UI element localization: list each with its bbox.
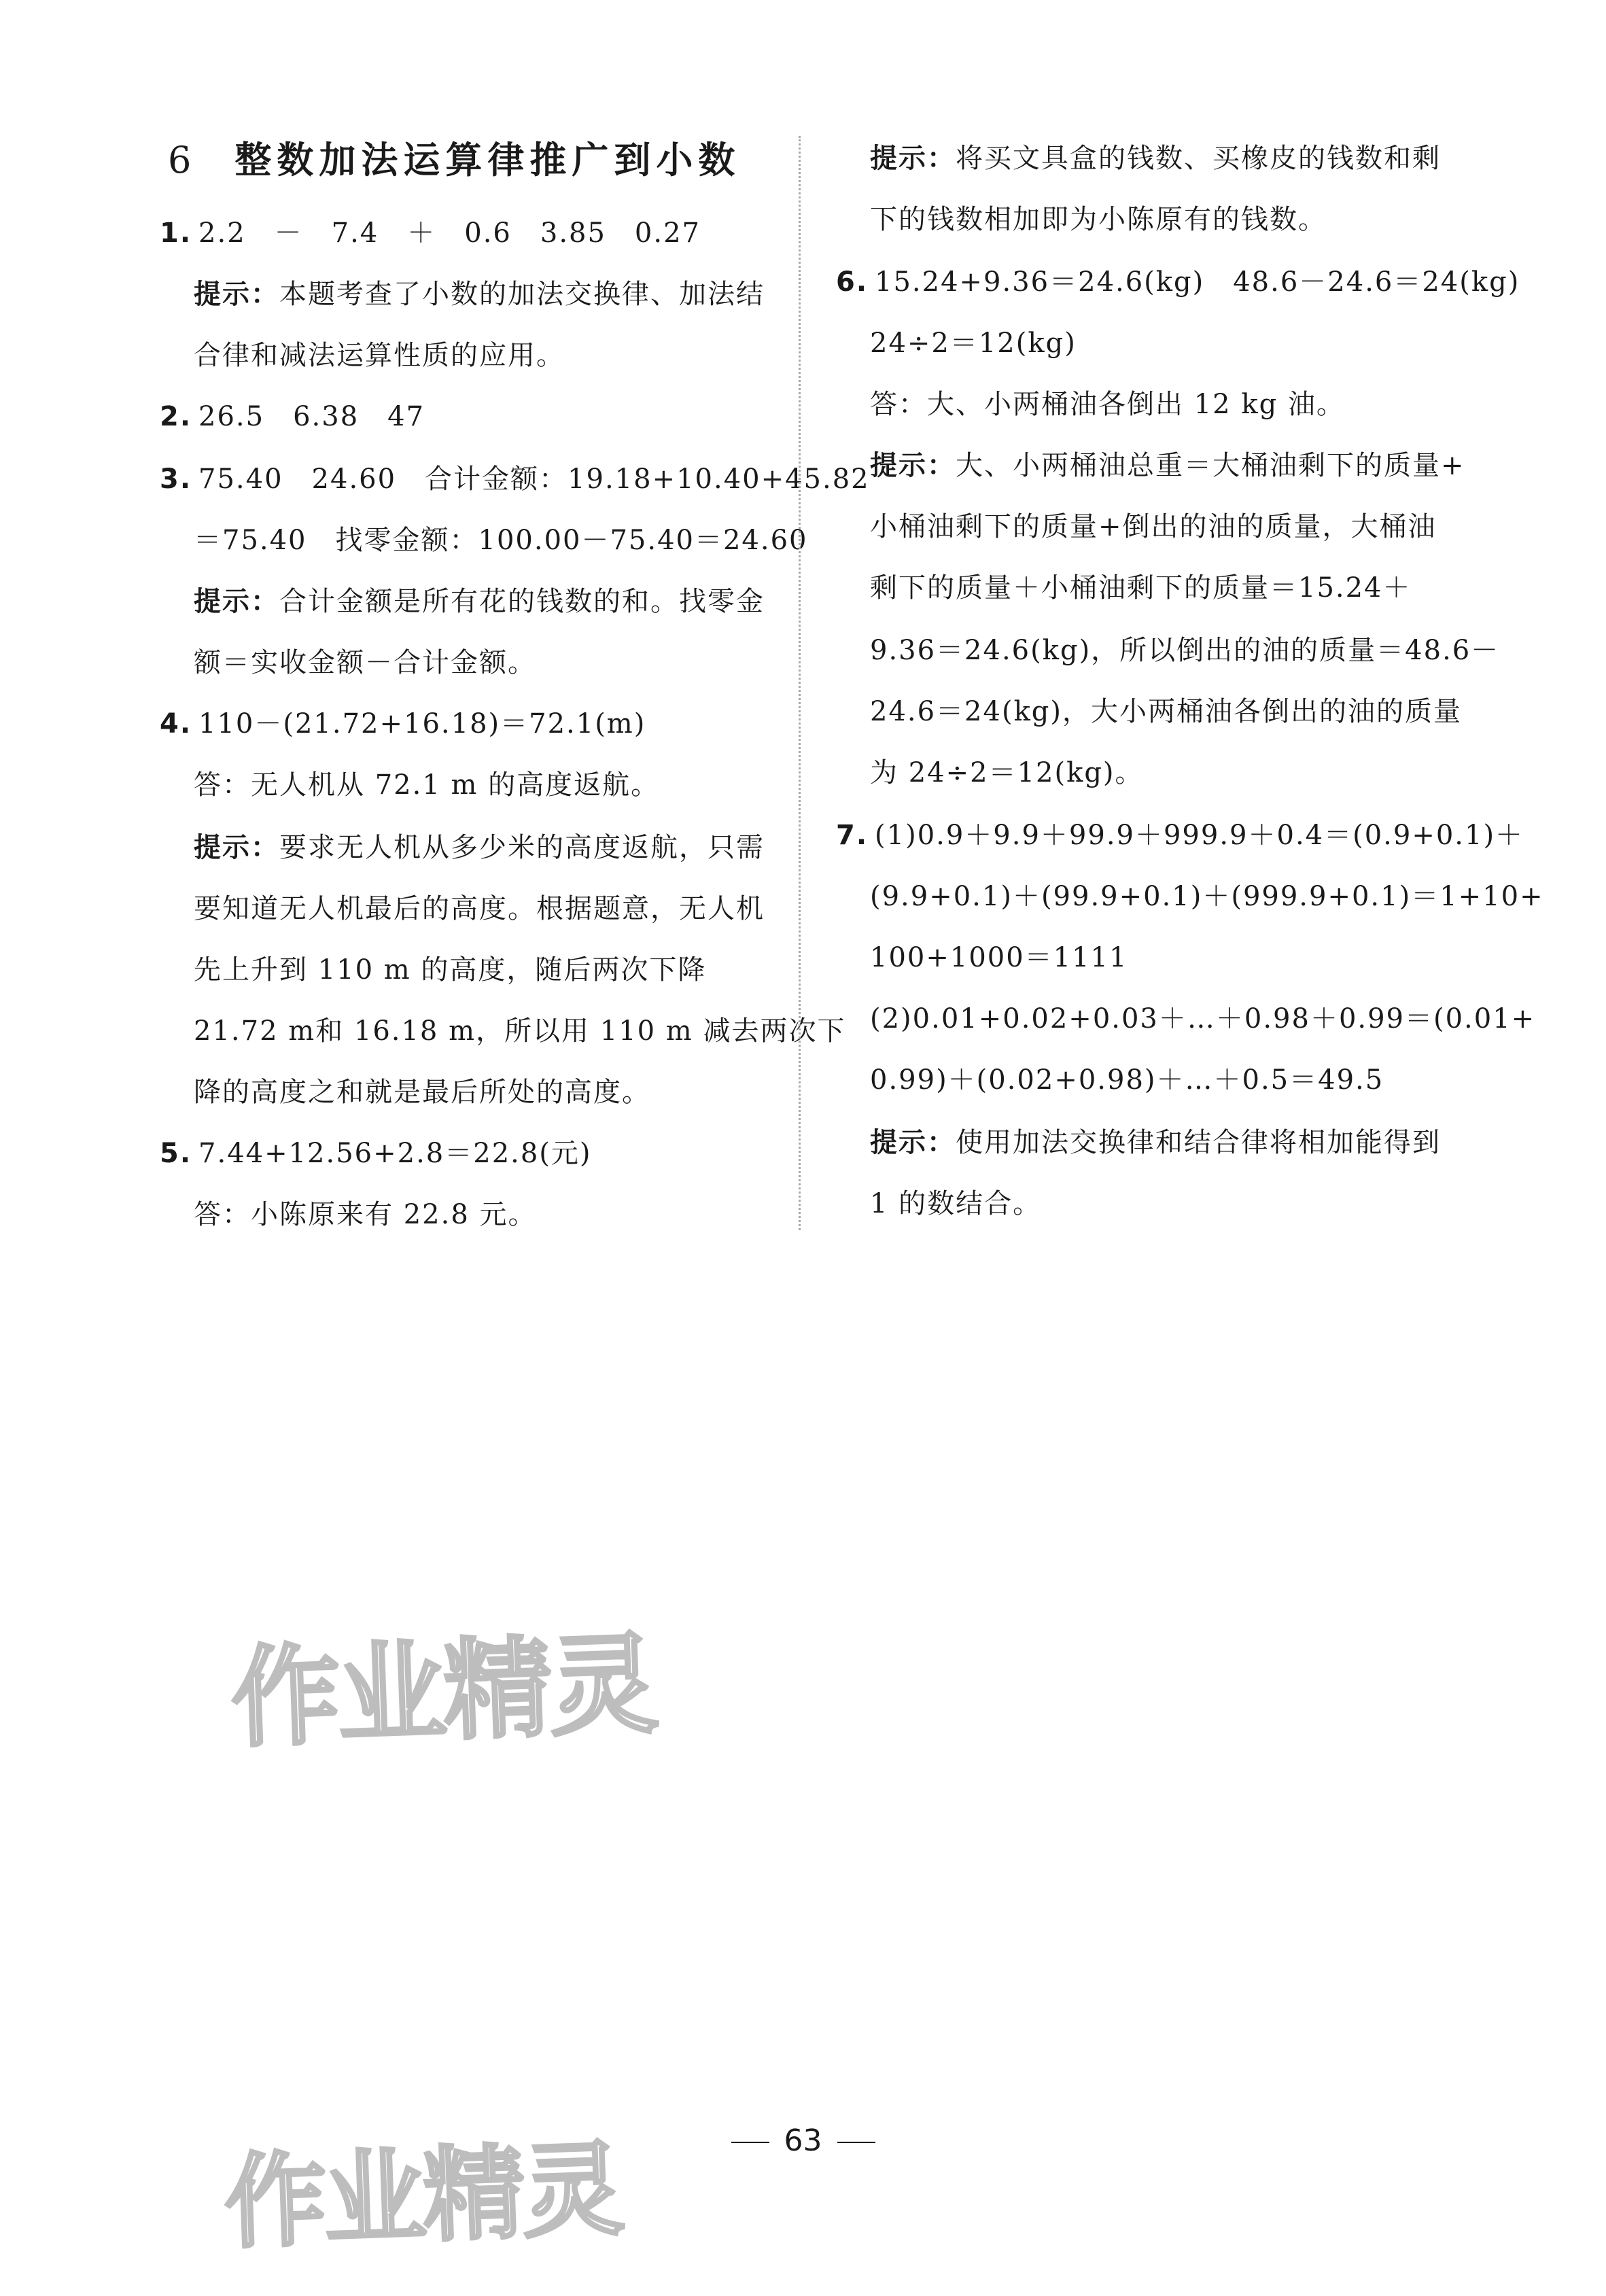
answer-line: 下的钱数相加即为小陈原有的钱数。 — [870, 204, 1327, 235]
section-number: 6 — [168, 139, 192, 181]
answer-line: 剩下的质量＋小桶油剩下的质量＝15.24＋ — [870, 572, 1412, 604]
hint-line: 提示：将买文具盒的钱数、买橡皮的钱数和剩 — [870, 142, 1441, 174]
answer-line: 1. 2.2 － 7.4 ＋ 0.6 3.85 0.27 — [160, 218, 701, 249]
hint-line: 提示：本题考查了小数的加法交换律、加法结 — [194, 278, 765, 310]
answer-line: 要知道无人机最后的高度。根据题意，无人机 — [194, 893, 765, 924]
answer-line: 答：大、小两桶油各倒出 12 kg 油。 — [870, 389, 1345, 420]
answer-line: 答：无人机从 72.1 m 的高度返航。 — [194, 769, 660, 801]
hint-line: 提示：使用加法交换律和结合律将相加能得到 — [870, 1126, 1441, 1158]
answer-line: 5. 7.44+12.56+2.8＝22.8(元) — [160, 1138, 592, 1169]
answer-line: 21.72 m和 16.18 m，所以用 110 m 减去两次下 — [194, 1015, 846, 1047]
hint-line: 提示：要求无人机从多少米的高度返航，只需 — [194, 831, 765, 863]
answer-line: 24.6＝24(kg)，大小两桶油各倒出的油的质量 — [870, 696, 1463, 727]
answer-line: ＝75.40 找零金额：100.00－75.40＝24.60 — [194, 525, 808, 556]
answer-line: 1 的数结合。 — [870, 1188, 1042, 1219]
answer-line: 小桶油剩下的质量+倒出的油的质量，大桶油 — [870, 511, 1437, 542]
answer-line: 9.36＝24.6(kg)，所以倒出的油的质量＝48.6－ — [870, 635, 1500, 666]
answer-line: 4. 110－(21.72+16.18)＝72.1(m) — [160, 708, 646, 740]
answer-line: 为 24÷2＝12(kg)。 — [870, 757, 1144, 788]
answer-line: 答：小陈原来有 22.8 元。 — [194, 1199, 537, 1230]
watermark: 作业精灵 — [229, 1620, 658, 1762]
answer-line: (2)0.01+0.02+0.03＋…＋0.98＋0.99＝(0.01+ — [870, 1003, 1536, 1034]
answer-line: 降的高度之和就是最后所处的高度。 — [194, 1077, 650, 1108]
answer-line: 合律和减法运算性质的应用。 — [194, 340, 565, 371]
page-number: 63 — [0, 2123, 1606, 2158]
answer-line: 100+1000＝1111 — [870, 942, 1128, 973]
answer-line: (9.9+0.1)＋(99.9+0.1)＋(999.9+0.1)＝1+10+ — [870, 881, 1544, 912]
column-divider — [799, 136, 801, 1230]
answer-line: 先上升到 110 m 的高度，随后两次下降 — [194, 954, 707, 986]
hint-line: 提示：大、小两桶油总重＝大桶油剩下的质量+ — [870, 449, 1465, 481]
hint-line: 提示：合计金额是所有花的钱数的和。找零金 — [194, 585, 765, 617]
answer-line: 0.99)＋(0.02+0.98)＋…＋0.5＝49.5 — [870, 1064, 1384, 1096]
answer-line: 7. (1)0.9＋9.9＋99.9＋999.9＋0.4＝(0.9+0.1)＋ — [836, 820, 1524, 851]
answer-line: 2. 26.5 6.38 47 — [160, 401, 425, 432]
answer-line: 24÷2＝12(kg) — [870, 328, 1077, 359]
answer-line: 6. 15.24+9.36＝24.6(kg) 48.6－24.6＝24(kg) — [836, 266, 1520, 298]
section-title-text: 整数加法运算律推广到小数 — [234, 138, 741, 181]
section-title — [168, 138, 741, 181]
watermark: 作业精灵 — [222, 2130, 624, 2263]
answer-line: 额＝实收金额－合计金额。 — [194, 647, 536, 678]
answer-line: 3. 75.40 24.60 合计金额：19.18+10.40+45.82 — [160, 464, 870, 495]
